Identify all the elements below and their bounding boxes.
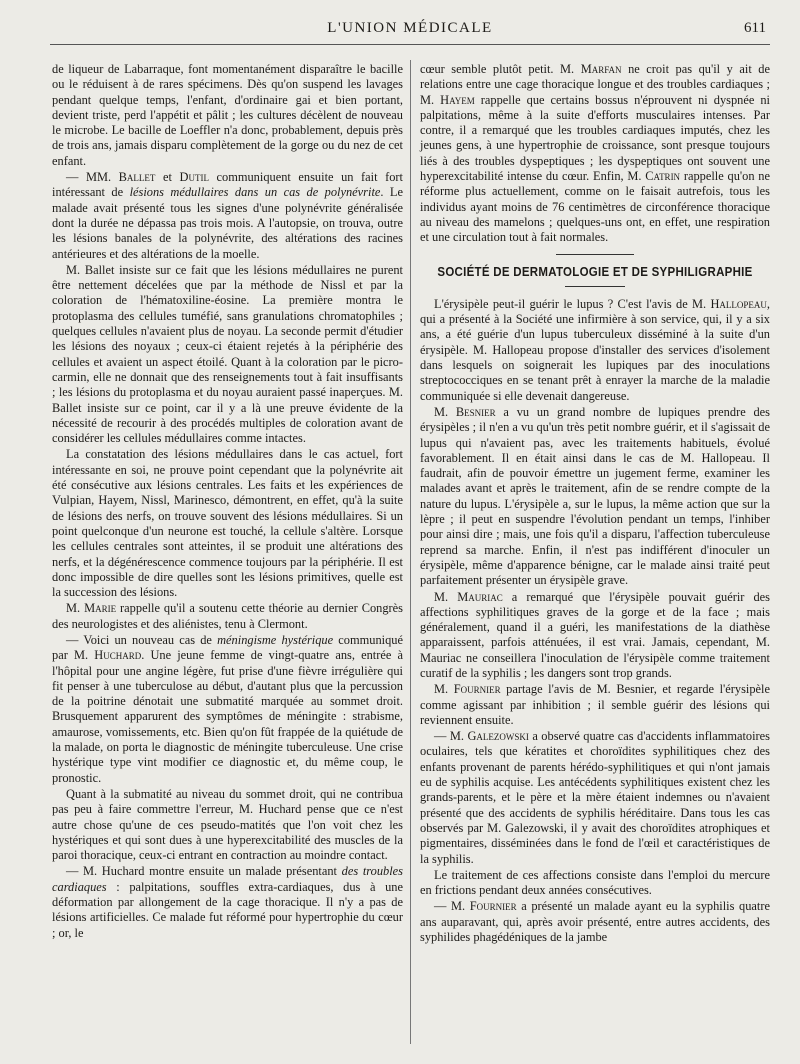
title-underline xyxy=(565,286,625,287)
section-title: SOCIÉTÉ DE DERMATOLOGIE ET DE SYPHILIGRAPHIE xyxy=(437,264,753,279)
paragraph: — Voici un nouveau cas de méningisme hystérique communiqué par M. Huchard. Une jeune femme de vingt-quatre ans, entrée à l'hôpital pour une angine légère, fut prise d'une fièvre irrégulière qui fit penser à une tuberculose au début, d'autant plus que la percussion de la poitrine dénotait une submatité marquée au sommet droit. Brusquement apparurent des symptômes de méningite : strabisme, amaurose, vomissements, etc. Bien qu'on fût frappée de la quiétude de la malade, on porta le diagnostic de méningite tuberculeuse. Une crise hystérique type vint modifier ce diagnostic et, du même coup, le pronostic. xyxy=(52,632,403,785)
right-column xyxy=(420,62,770,1048)
emphasis: lésions médullaires dans un cas de polynévrite xyxy=(129,185,381,200)
paragraph: — M. Galezowski a observé quatre cas d'accidents inflammatoires oculaires, tels que kératites et choroïdites syphilitiques chez des enfants provenant de parents hérédo-syphilitiques et qui n'ont jamais eu de syphilis acquise. Les antécédents syphilitiques existent chez les grands-parents, et le père et la mère étaient indemnes ou n'avaient présenté que des accidents de syphilis héréditaire. Dans tous les cas observés par M. Galezowski, il y avait des choroïdites atrophiques et pigmentaires, disséminées dans le fond de l'œil et caractéristiques de la syphilis. xyxy=(420,729,770,866)
paragraph: Le traitement de ces affections consiste dans l'emploi du mercure en frictions pendant deux années consécutives. xyxy=(420,867,770,898)
page-header xyxy=(50,18,770,44)
paragraph: de liqueur de Labarraque, font momentanément disparaître le bacille ou le réduisent à de rares spécimens. Dès qu'on suspend les lavages pendant quelque temps, l'enfant, d'ordinaire gai et bien portant, devient triste, perd l'appétit et pâlit ; les cultures décèlent de nouveau le microbe. Le bacille de Loeffler n'a donc, probablement, depuis près de trois ans, jamais disparu complètement de la gorge ou du nez de cet enfant. xyxy=(52,62,403,168)
paragraph: — M. Huchard montre ensuite un malade présentant des troubles cardiaques : palpitations, souffles extra-cardiaques, dus à une déformation par allongement de la cage thoracique. Il n'y a pas de lésions artificielles. Ce malade fut réformé pour hypertrophie du cœur ; or, le xyxy=(52,864,403,940)
author-name: Galezowski xyxy=(467,729,529,744)
author-name: Marfan xyxy=(580,62,622,76)
paragraph: M. Fournier partage l'avis de M. Besnier, et regarde l'érysipèle comme agissant par inhibition ; il semble guérir des lésions qui reviennent ensuite. xyxy=(420,682,770,727)
paragraph: Quant à la submatité au niveau du sommet droit, qui ne contribua pas peu à faire commettre l'erreur, M. Huchard pense que ce n'est autre chose qu'une de ces pseudo-matités que l'on voit chez les hystériques et qui sont dues à une hyperexcitabilité des muscles de la paroi thoracique, ceux-ci entrant en contraction au moindre contact. xyxy=(52,786,403,863)
author-name: Huchard xyxy=(94,648,142,663)
paragraph: M. Ballet insiste sur ce fait que les lésions médullaires ne purent être nettement décelées que par la méthode de Nissl et par la coloration de l'hématoxiline-éosine. La première montra le protoplasma des cellules tuméfié, sans granulations chromatophiles ; quelques cellules n'avaient plus de noyau. La seconde permit d'étudier les lésions des noyaux ; ceux-ci étaient rejetés à la périphérie des cellules et avaient un aspect étoilé. Quant à la coloration par le picro-carmin, elle ne donnait que des renseignements tout à fait insuffisants ; les lésions du protoplasma et du noyau auraient passé inaperçues. M. Ballet insiste sur ce point, car il y a là une preuve évidente de la nécessité de recourir à des procédés multiples de coloration avant de considérer les cellules médullaires comme intactes. xyxy=(52,262,403,446)
author-name: Ballet xyxy=(118,170,156,185)
author-name: Marie xyxy=(84,601,117,616)
author-name: Fournier xyxy=(469,899,517,914)
paragraph: M. Mauriac a remarqué que l'érysipèle pouvait guérir des affections syphilitiques graves de la gorge et de la face ; mais généralement, quand il a guéri, les manifestations de la diathèse apparaissent, parfois atténuées, il est vrai. Jamais, cependant, M. Mauriac ne conseillera l'inoculation de l'érysipèle comme traitement curatif de la syphilis ; les dangers sont trop grands. xyxy=(420,589,770,680)
paragraph: L'érysipèle peut-il guérir le lupus ? C'est l'avis de M. Hallopeau, qui a présenté à la Société une infirmière à son service, qui, il y a six ans, a été guérie d'un lupus tuberculeux disséminé à la suite d'un érysipèle. M. Hallopeau propose d'installer des services d'isolement dans lesquels on soignerait les lupiques par des inoculations streptococciques en se tenant prêt à enrayer la marche de la maladie communiquée si elle devenait dangereuse. xyxy=(420,296,770,403)
header-rule xyxy=(50,44,770,45)
paragraph: M. Marie rappelle qu'il a soutenu cette théorie au dernier Congrès des neurologistes et des aliénistes, tenu à Clermont. xyxy=(52,601,403,631)
emphasis: méningisme hystérique xyxy=(217,632,334,647)
author-name: Dutil xyxy=(179,170,209,185)
paragraph: M. Besnier a vu un grand nombre de lupiques prendre des érysipèles ; il n'en a vu qu'un très petit nombre guérir, et il s'agissait de lupus qui n'avaient pas, avec les traitements habituels, évolué favorablement. Il en était ainsi dans le cas de M. Hallopeau. Il faudrait, afin de pouvoir émettre un jugement ferme, examiner les malades avant et après le traitement, afin de se rendre compte de la nature du lupus. L'érysipèle a, sur le lupus, la même action que sur la lèpre ; il peut en suspendre l'évolution pendant un temps, l'inhiber pour ainsi dire ; mais, une fois qu'il a disparu, l'affection tuberculeuse reprend sa marche. Enfin, il n'est pas indifférent d'inoculer un érysipèle, même d'apparence bénigne, car le malade ainsi traité peut parfaitement présenter un érysipèle grave. xyxy=(420,404,770,588)
paragraph: La constatation des lésions médullaires dans le cas actuel, fort intéressante en soi, ne prouve point cependant que la polynévrite ait été consécutive aux lésions centrales. Les faits et les expériences de Vulpian, Hayem, Nissl, Marinesco, démontrent, en effet, qu'à la suite de lésions des nerfs, on trouve souvent des lésions médullaires. Si un point quelconque d'un neurone est touché, la cellule s'altère. Lorsque les cellules centrales sont atteintes, il se produit une altérations des nerfs, et la dégénérescence commence toujours par la périphérie. Il est donc impossible de dire quelles sont les lésions primitives, quelle est la succession des lésions. xyxy=(52,447,403,600)
section-separator xyxy=(556,254,634,255)
column-divider xyxy=(410,60,411,1044)
running-title: L'UNION MÉDICALE xyxy=(327,20,493,36)
author-name: Hayem xyxy=(440,92,475,107)
author-name: Catrin xyxy=(645,169,681,184)
paragraph: cœur semble plutôt petit. M. Marfan ne croit pas qu'il y ait de relations entre une cage thoracique longue et des troubles cardiaques ; M. Hayem rappelle que certains bossus n'éprouvent ni dyspnée ni palpitations, même à la suite d'efforts musculaires intenses. Par contre, il a remarqué que les troubles cardiaques imputés, chez les jeunes gens, à une hypertrophie de croissance, sont presque toujours liés à des troubles dyspeptiques ; les dyspeptiques ont souvent une hyperexcitabilité intense du cœur. Enfin, M. Catrin rappelle qu'on ne réforme plus actuellement, comme on le faisait autrefois, tous les individus ayant moins de 76 centimètres de circonférence thoracique au niveau des mamelons ; quelques-uns ont, en effet, une respiration et une circulation tout à fait normales. xyxy=(420,62,770,245)
author-name: Fournier xyxy=(453,682,501,697)
emphasis: des troubles cardiaques xyxy=(52,864,403,894)
paragraph: — MM. Ballet et Dutil communiquent ensuite un fait fort intéressant de lésions médullaires dans un cas de polynévrite. Le malade avait présenté tous les signes d'une polynévrite généralisée dont la durée ne dépassa pas trois mois. A l'autopsie, on trouva, outre les lésions banales de la polynévrite, des altérations des racines antérieures et des altérations de la moelle. xyxy=(52,170,403,261)
left-column xyxy=(52,62,403,1048)
page-number: 611 xyxy=(744,20,766,36)
paragraph: — M. Fournier a présenté un malade ayant eu la syphilis quatre ans auparavant, qui, après avoir présenté, entre autres accidents, des syphilides phagédéniques de la jambe xyxy=(420,899,770,945)
author-name: Besnier xyxy=(455,404,496,419)
author-name: Mauriac xyxy=(457,589,503,604)
author-name: Hallopeau xyxy=(710,296,767,311)
